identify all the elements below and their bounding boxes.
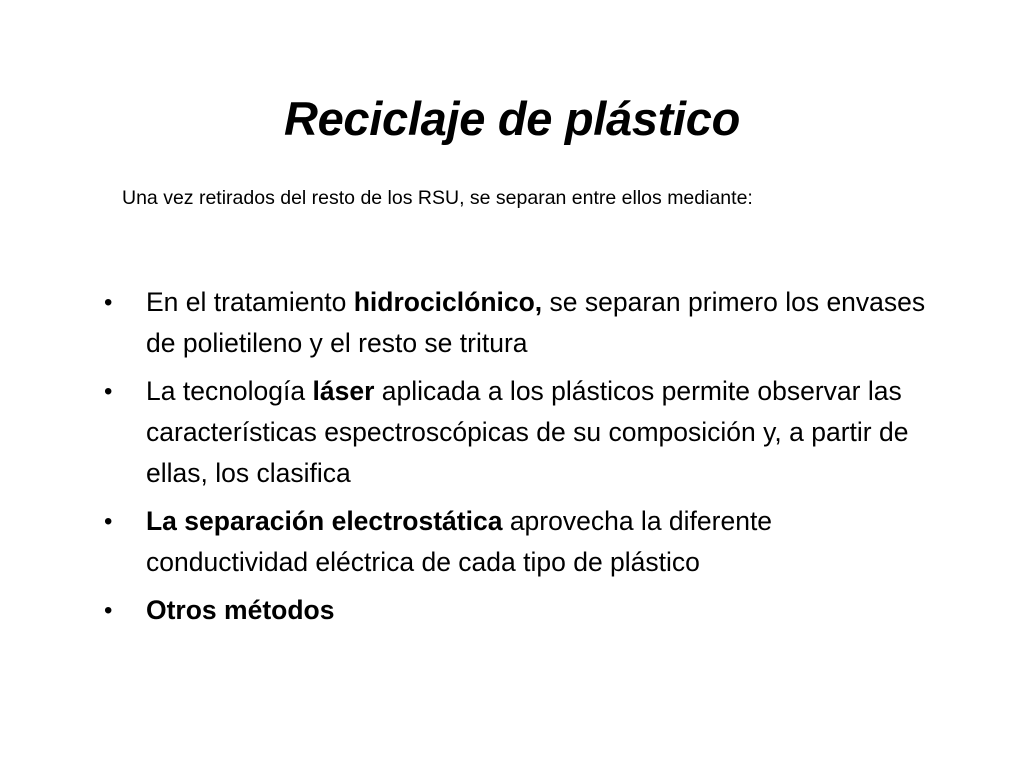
- bullet-text-bold: hidrociclónico,: [353, 287, 543, 317]
- slide-title: Reciclaje de plástico: [283, 92, 741, 145]
- bullet-text-pre: En el tratamiento: [146, 287, 354, 317]
- bullet-text-pre: La tecnología: [146, 376, 313, 406]
- bullet-text-post: se separan primero los envases de polietileno y el resto se tritura: [146, 287, 926, 358]
- bullet-text-bold: láser: [312, 376, 375, 406]
- bullet-text-post: aplicada a los plásticos permite observar las características espectroscópicas de su composición y, a partir de ellas, los clasifica: [146, 376, 909, 488]
- bullet-marker: •: [104, 597, 113, 624]
- bullet-item-otros-metodos: [0, 590, 936, 631]
- bullet-item-electrostatica: [0, 501, 936, 583]
- slide-subtitle: Una vez retirados del resto de los RSU, se separan entre ellos mediante:: [122, 187, 753, 209]
- bullet-marker: •: [104, 378, 113, 405]
- bullet-marker: •: [104, 289, 113, 316]
- bullet-item-hidrociclonico: [0, 282, 936, 364]
- bullet-item-laser: [0, 371, 936, 494]
- bullet-marker: •: [104, 508, 113, 535]
- bullet-text-bold: Otros métodos: [146, 595, 335, 625]
- bullet-text-post: aprovecha la diferente conductividad eléctrica de cada tipo de plástico: [146, 506, 773, 577]
- bullet-text-bold: La separación electrostática: [146, 506, 503, 536]
- bullet-list: [0, 282, 1024, 638]
